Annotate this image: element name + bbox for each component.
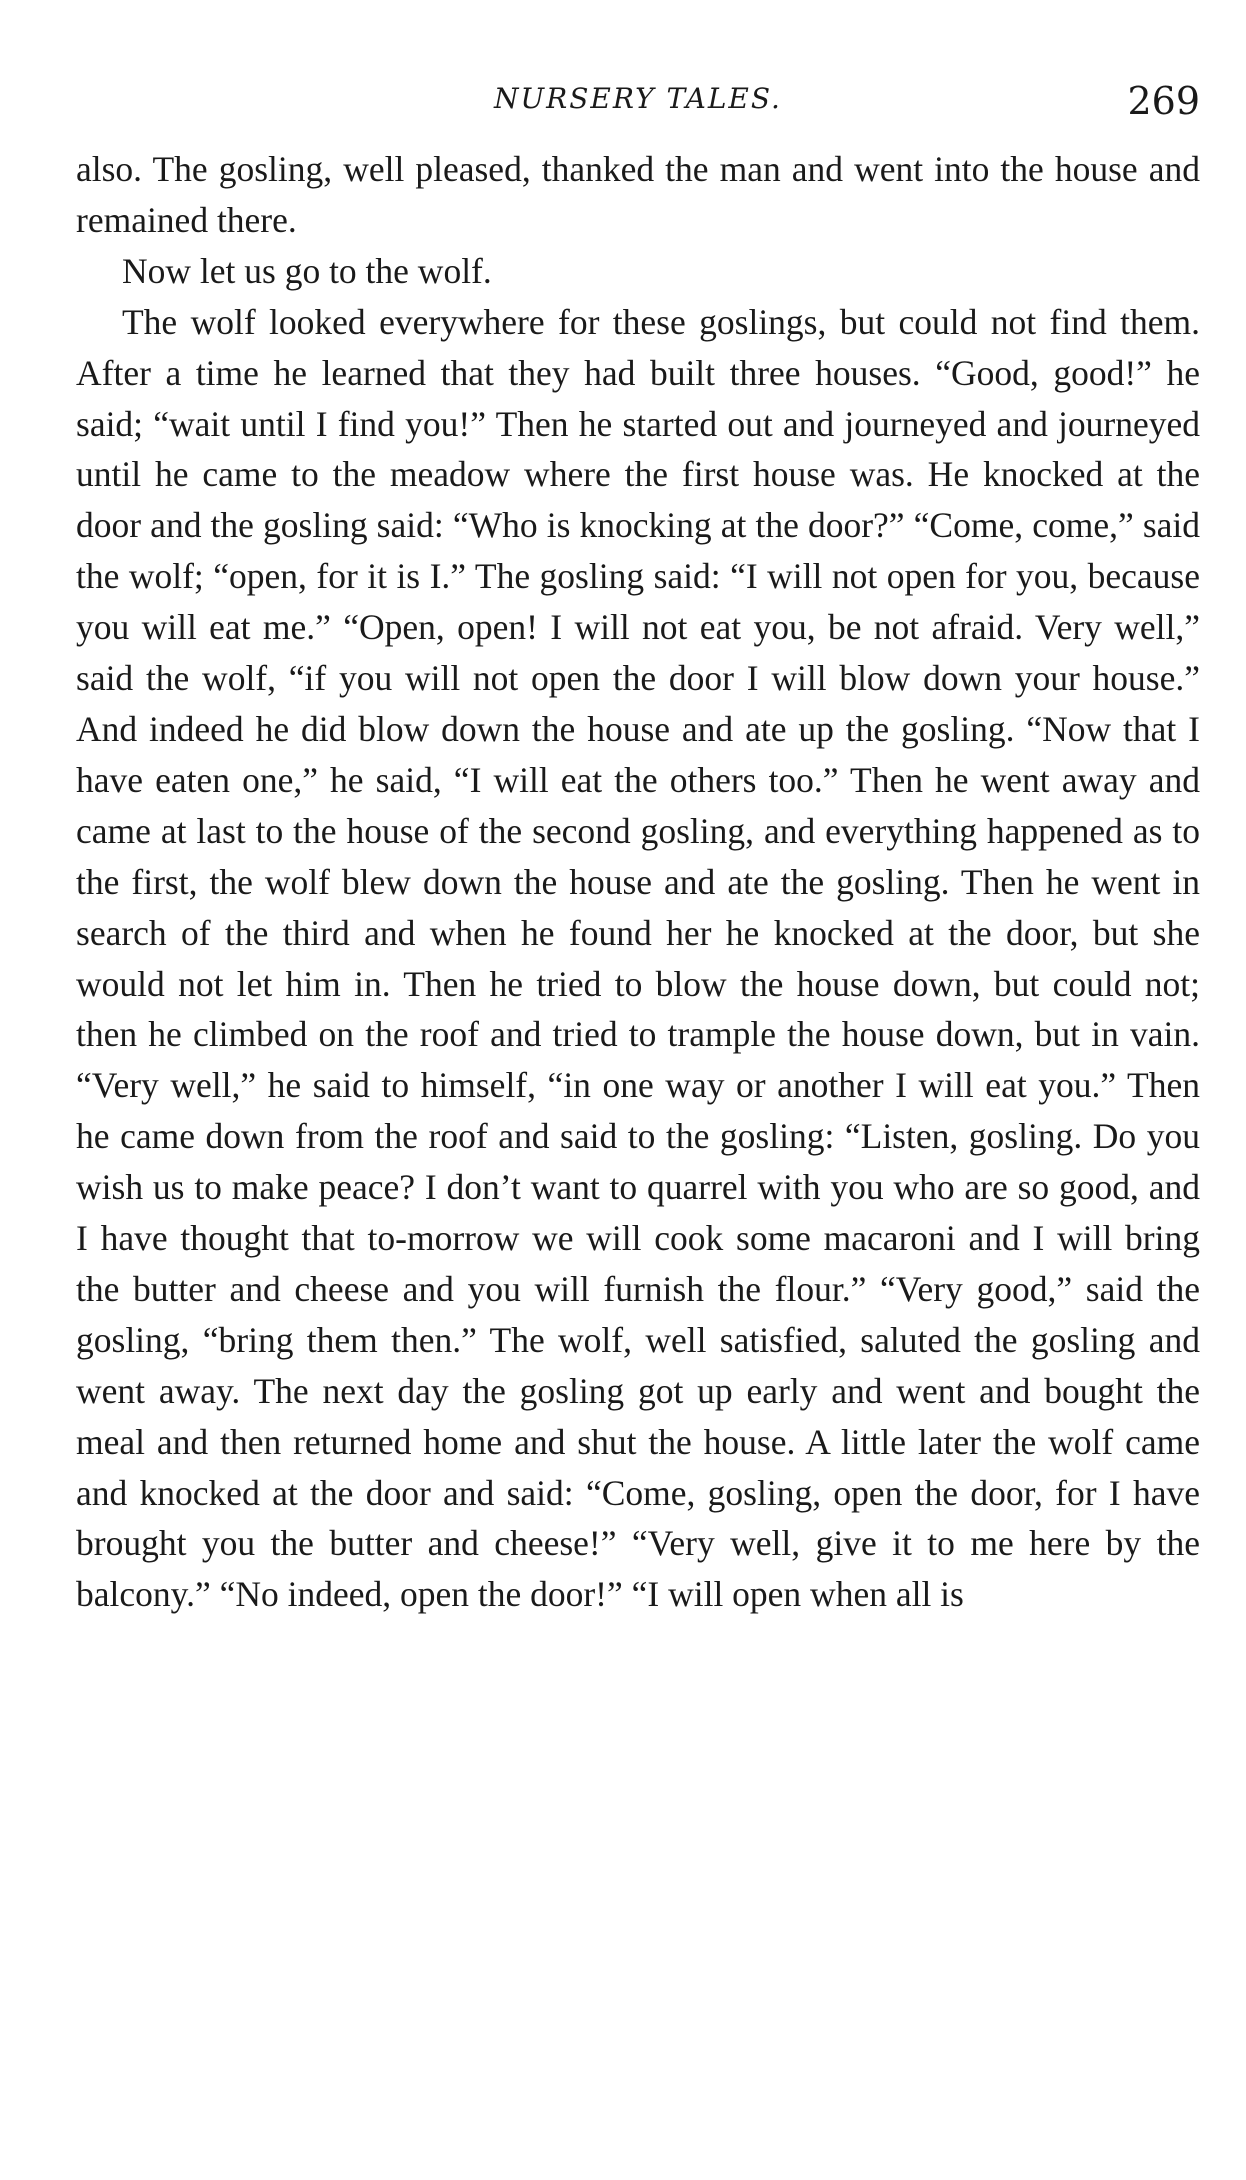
paragraph-transition: Now let us go to the wolf. [122, 250, 492, 291]
running-head [76, 78, 1200, 128]
running-title: NURSERY TALES. [494, 82, 782, 115]
paragraph-main: The wolf looked everywhere for these goslings, but could not find them. After a time he learned that they had built three houses. “Good, good!” he said; “wait until I find you!” Then he started out and journeyed and journeyed until he came to the meadow where the first house was. He knocked at the door and the gosling said: “Who is knocking at the door?” “Come, come,” said the wolf; “open, for it is I.” The gosling said: “I will not open for you, because you will eat me.” “Open, open! I will not eat you, be not afraid. Very well,” said the wolf, “if you will not open the door I will blow down your house.” And indeed he did blow down the house and ate up the gosling. “Now that I have eaten one,” he said, “I will eat the others too.” Then he went away and came at last to the house of the second gosling, and everything happened as to the first, the wolf blew down the house and ate the gosling. Then he went in search of the third and when he found her he knocked at the door, but she would not let him in. Then he tried to blow the house down, but could not; then he climbed on the roof and tried to trample the house down, but in vain. “Very well,” he said to himself, “in one way or another I will eat you.” Then he came down from the roof and said to the gosling: “Listen, gosling. Do you wish us to make peace? I don’t want to quarrel with you who are so good, and I have thought that to-morrow we will cook some macaroni and I will bring the butter and cheese and you will furnish the flour.” “Very good,” said the gosling, “bring them then.” The wolf, well satisfied, saluted the gosling and went away. The next day the gosling got up early and went and bought the meal and then returned home and shut the house. A little later the wolf came and knocked at the door and said: “Come, gosling, open the door, for I have brought you the butter and cheese!” “Very well, give it to me here by the balcony.” “No indeed, open the door!” “I will open when all is [76, 301, 1200, 1615]
book-page [76, 78, 1200, 1620]
body-text [76, 144, 1200, 1620]
page-number: 269 [1127, 79, 1200, 123]
paragraph-continuation: also. The gosling, well pleased, thanked the man and went into the house and remained there. [76, 149, 1200, 240]
